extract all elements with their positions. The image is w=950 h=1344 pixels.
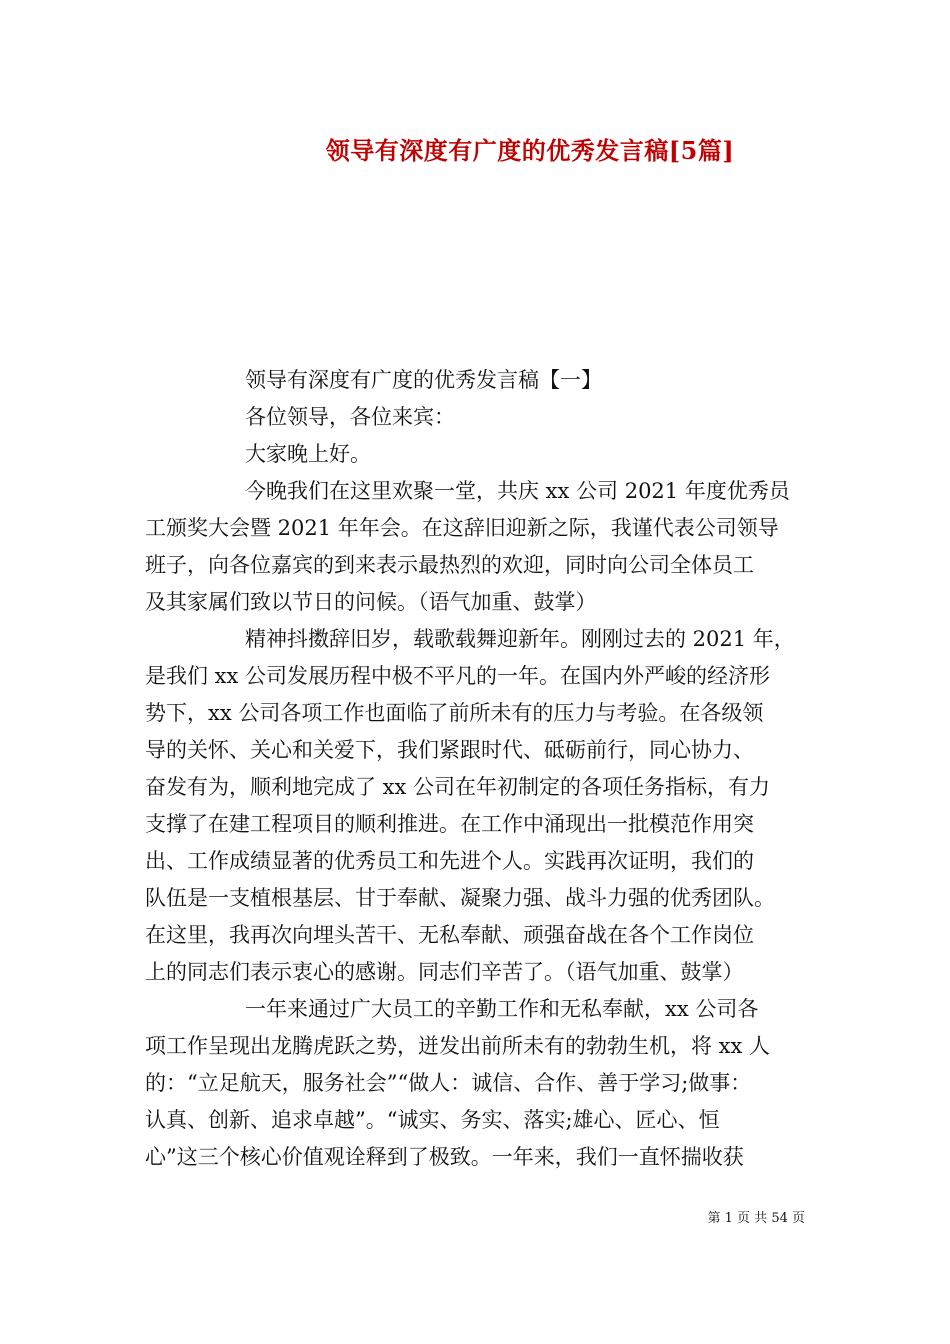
paragraph-line: 一年来通过广大员工的辛勤工作和无私奉献，xx 公司各	[245, 997, 759, 1021]
greeting: 大家晚上好。	[245, 442, 371, 466]
section-heading: 领导有深度有广度的优秀发言稿【一】	[245, 368, 602, 392]
paragraph-line: 支撑了在建工程项目的顺利推进。在工作中涌现出一批模范作用突	[145, 812, 754, 836]
paragraph-line: 出、工作成绩显著的优秀员工和先进个人。实践再次证明，我们的	[145, 849, 754, 873]
paragraph-line: 项工作呈现出龙腾虎跃之势，迸发出前所未有的勃勃生机，将 xx 人	[145, 1034, 771, 1058]
paragraph-2	[145, 621, 807, 991]
paragraph-line: 队伍是一支植根基层、甘于奉献、凝聚力强、战斗力强的优秀团队。	[145, 886, 775, 910]
paragraph-line: 导的关怀、关心和关爱下，我们紧跟时代、砥砺前行，同心协力、	[145, 738, 754, 762]
paragraph-line: 的：“立足航天，服务社会”“做人：诚信、合作、善于学习;做事：	[145, 1071, 752, 1095]
document-body	[145, 362, 807, 1176]
paragraph-line: 精神抖擞辞旧岁，载歌载舞迎新年。刚刚过去的 2021 年，	[245, 627, 795, 651]
paragraph-line: 上的同志们表示衷心的感谢。同志们辛苦了。（语气加重、鼓掌）	[145, 960, 744, 984]
paragraph-line: 势下，xx 公司各项工作也面临了前所未有的压力与考验。在各级领	[145, 701, 764, 725]
paragraph-1	[145, 473, 807, 621]
paragraph-line: 在这里，我再次向埋头苦干、无私奉献、顽强奋战在各个工作岗位	[145, 923, 754, 947]
paragraph-line: 认真、创新、追求卓越”。“诚实、务实、落实;雄心、匠心、恒	[145, 1108, 720, 1132]
paragraph-line: 及其家属们致以节日的问候。（语气加重、鼓掌）	[145, 590, 597, 614]
paragraph-line: 工颁奖大会暨 2021 年年会。在这辞旧迎新之际，我谨代表公司领导	[145, 516, 779, 540]
paragraph-3	[145, 991, 807, 1176]
paragraph-line: 心”这三个核心价值观诠释到了极致。一年来，我们一直怀揣收获	[145, 1145, 744, 1169]
paragraph-line: 班子，向各位嘉宾的到来表示最热烈的欢迎，同时向公司全体员工	[145, 553, 754, 577]
paragraph-line: 是我们 xx 公司发展历程中极不平凡的一年。在国内外严峻的经济形	[145, 664, 771, 688]
paragraph-line: 今晚我们在这里欢聚一堂，共庆 xx 公司 2021 年度优秀员	[245, 479, 790, 503]
page-number: 第 1 页 共 54 页	[707, 1211, 805, 1226]
paragraph-line: 奋发有为，顺利地完成了 xx 公司在年初制定的各项任务指标，有力	[145, 775, 771, 799]
document-title: 领导有深度有广度的优秀发言稿[5篇]	[325, 136, 735, 165]
salutation: 各位领导，各位来宾：	[245, 405, 455, 429]
